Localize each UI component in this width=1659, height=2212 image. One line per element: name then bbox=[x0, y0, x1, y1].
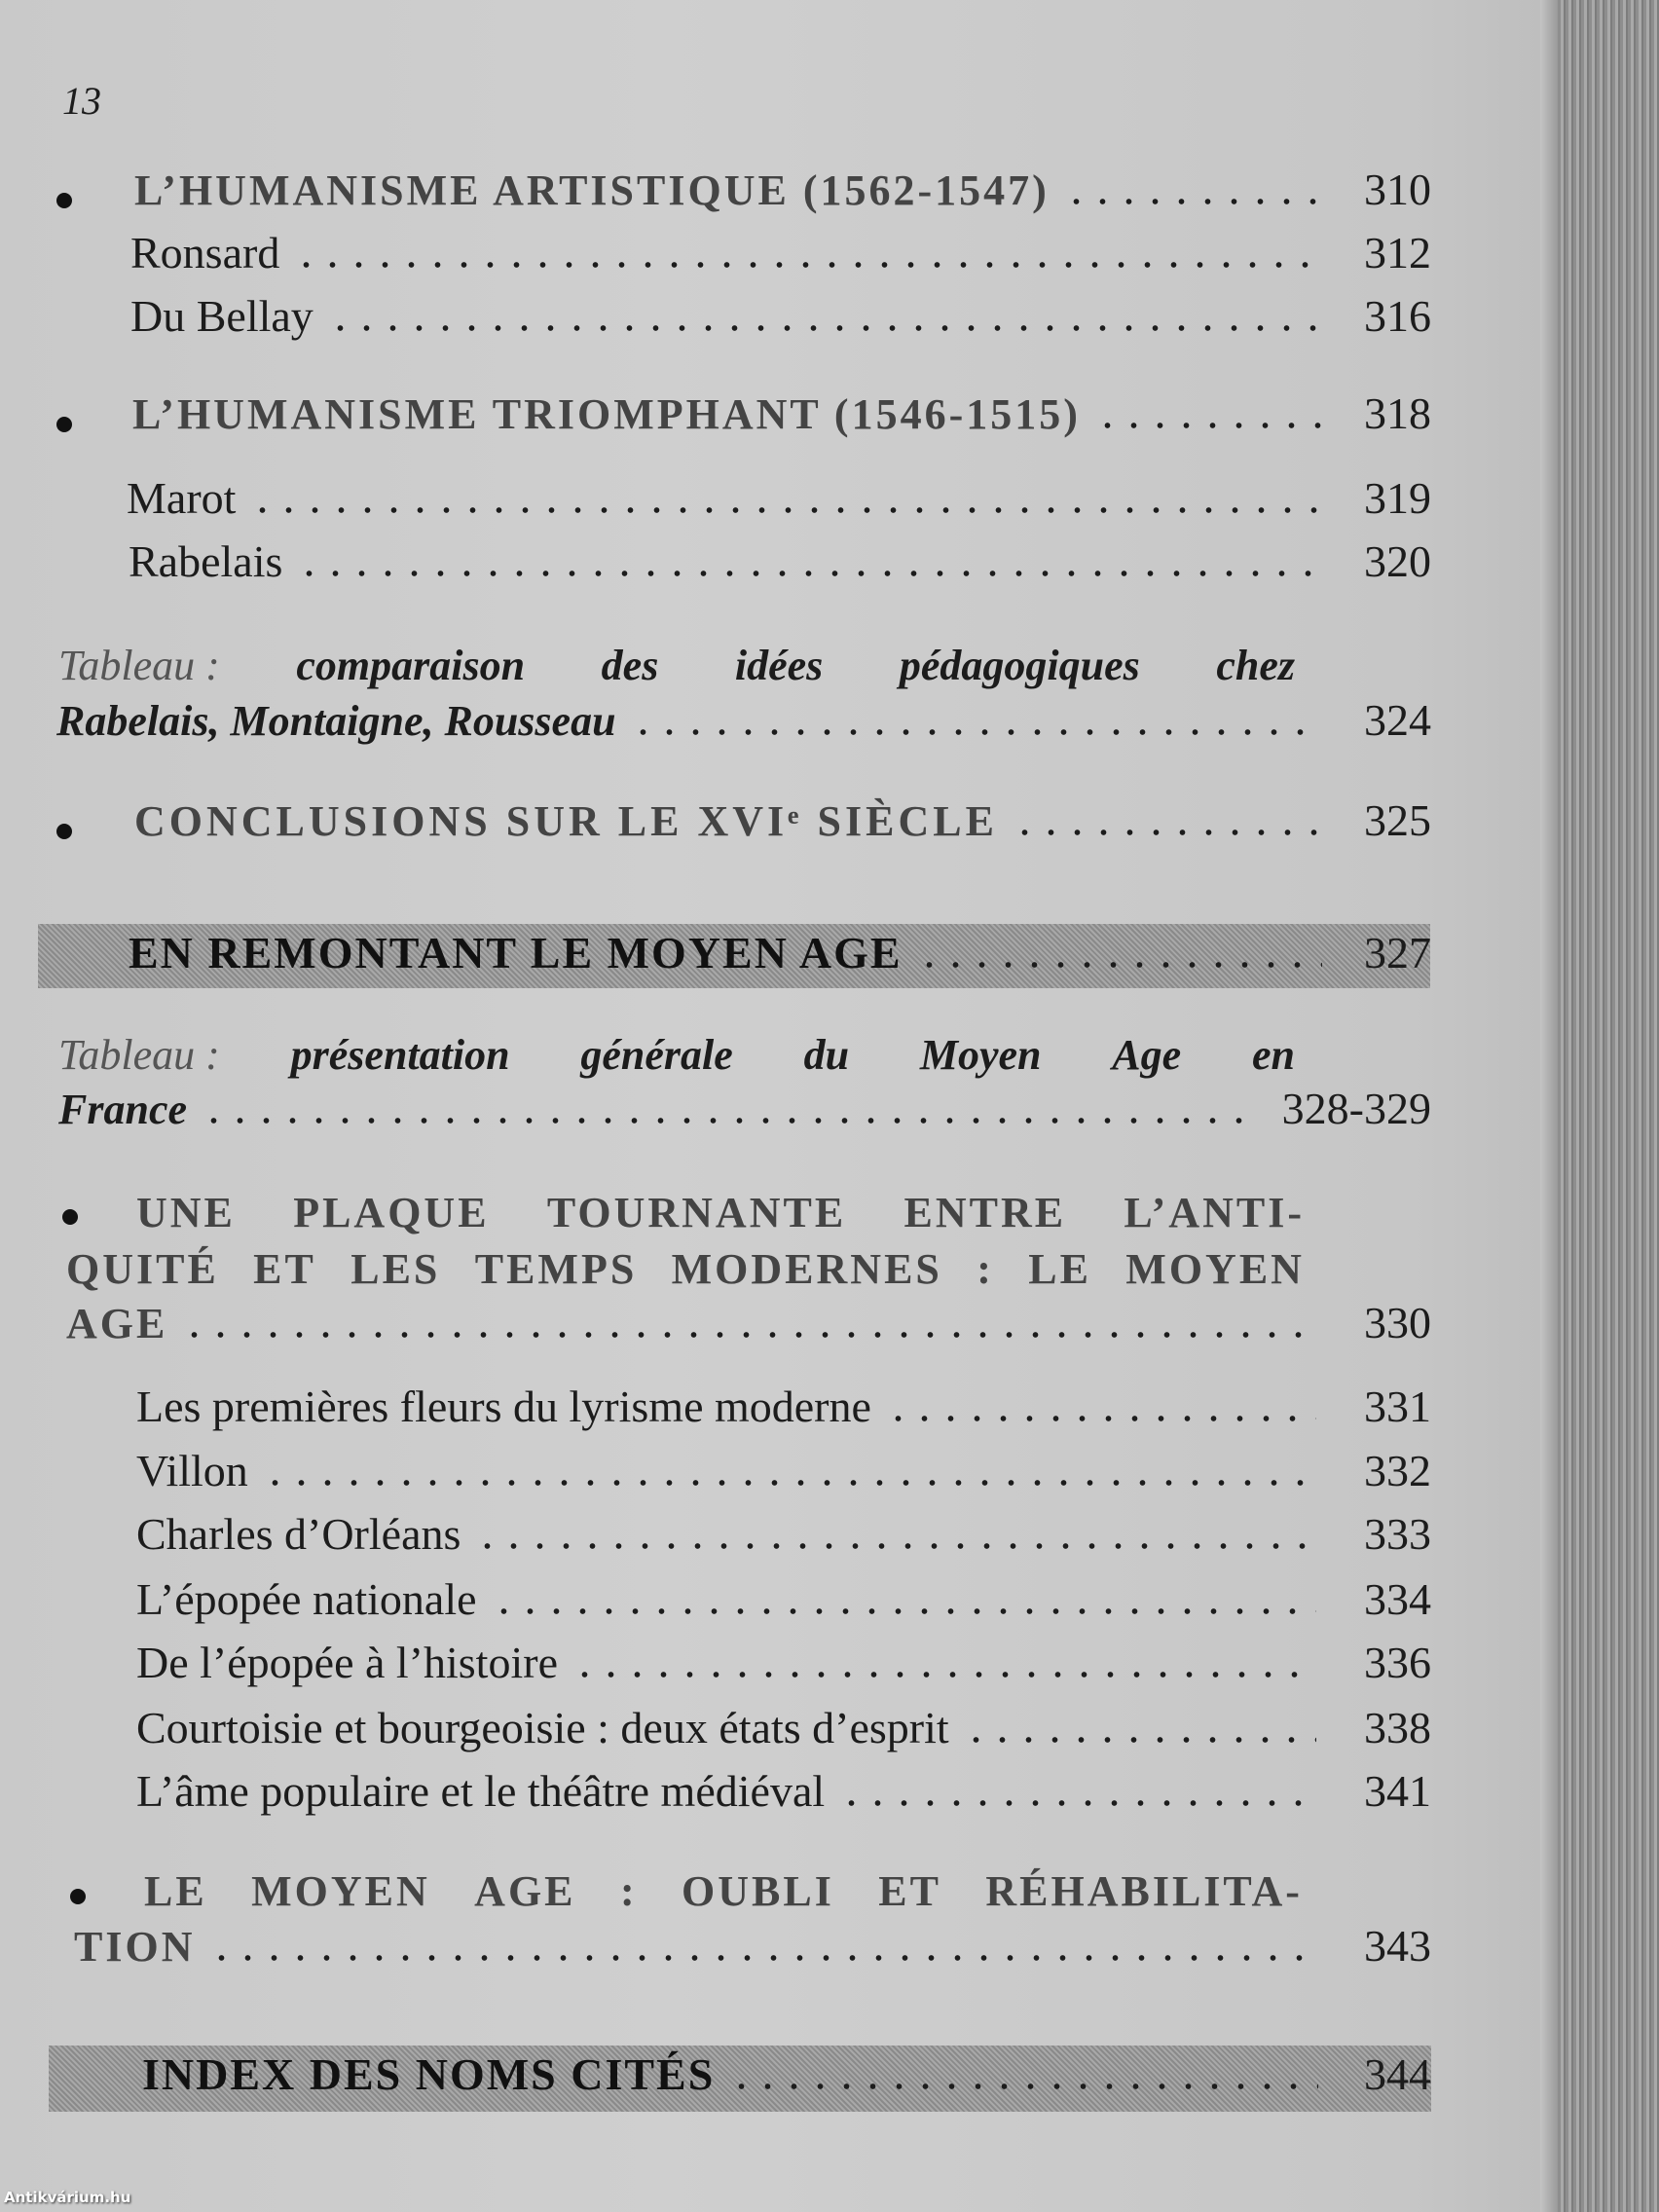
entry-page: 318 bbox=[1364, 388, 1431, 438]
dot-leader bbox=[293, 262, 1322, 268]
entry-page: 327 bbox=[1364, 928, 1431, 977]
dot-leader bbox=[571, 1672, 1316, 1677]
entry-page: 319 bbox=[1364, 473, 1431, 523]
word: ENTRE bbox=[903, 1189, 1067, 1236]
dot-leader bbox=[474, 1543, 1316, 1549]
dot-leader bbox=[1094, 423, 1322, 428]
dot-leader bbox=[249, 507, 1322, 513]
entry-page: 324 bbox=[1364, 695, 1431, 745]
word: L’ANTI- bbox=[1124, 1189, 1305, 1236]
dot-leader bbox=[838, 1800, 1316, 1806]
word: Age bbox=[1112, 1031, 1182, 1079]
entry-page: 332 bbox=[1364, 1446, 1431, 1495]
entry-label: Marot bbox=[127, 473, 237, 523]
dot-leader bbox=[885, 1416, 1316, 1421]
dot-leader bbox=[1063, 199, 1322, 204]
page-gutter-shadow bbox=[1540, 0, 1558, 2212]
toc-entry bbox=[0, 1765, 1431, 1824]
toc-entry bbox=[0, 1508, 1431, 1567]
entry-label: L’épopée nationale bbox=[136, 1574, 477, 1624]
word: présentation bbox=[290, 1031, 510, 1079]
word: comparaison bbox=[296, 642, 526, 689]
entry-label: Villon bbox=[136, 1446, 248, 1495]
toc-entry bbox=[0, 1920, 1431, 1978]
dot-leader bbox=[181, 1332, 1316, 1338]
bullet-icon bbox=[56, 193, 72, 208]
word: en bbox=[1251, 1031, 1295, 1079]
part-banner bbox=[38, 924, 1430, 988]
word: MODERNES bbox=[671, 1245, 942, 1293]
dot-leader bbox=[491, 1608, 1316, 1614]
entry-label: De l’épopée à l’histoire bbox=[136, 1638, 558, 1687]
entry-page: 343 bbox=[1364, 1921, 1431, 1971]
dot-leader bbox=[296, 571, 1322, 576]
entry-label: Ronsard bbox=[130, 228, 280, 277]
entry-label: INDEX DES NOMS CITÉS bbox=[142, 2049, 716, 2099]
word: TEMPS bbox=[474, 1245, 638, 1293]
entry-page: 310 bbox=[1364, 165, 1431, 214]
entry-page: 328-329 bbox=[1281, 1084, 1431, 1133]
dot-leader bbox=[201, 1118, 1244, 1124]
entry-page: 334 bbox=[1364, 1574, 1431, 1624]
part-banner bbox=[49, 2046, 1431, 2112]
toc-entry-line bbox=[58, 1030, 1295, 1080]
entry-page: 316 bbox=[1364, 291, 1431, 341]
entry-label: Courtoisie et bourgeoisie : deux états d’esprit bbox=[136, 1703, 949, 1752]
toc-entry bbox=[0, 1297, 1431, 1355]
bullet-icon bbox=[70, 1889, 86, 1904]
toc-entry-line bbox=[58, 641, 1295, 690]
word: ET bbox=[878, 1867, 941, 1915]
toc-entry bbox=[0, 535, 1431, 594]
word: chez bbox=[1216, 642, 1295, 689]
word: OUBLI bbox=[682, 1867, 834, 1915]
bullet-icon bbox=[62, 1209, 78, 1225]
dot-leader bbox=[963, 1737, 1316, 1743]
entry-page: 325 bbox=[1364, 795, 1431, 845]
entry-label: Du Bellay bbox=[130, 291, 313, 341]
entry-page: 336 bbox=[1364, 1638, 1431, 1687]
dot-leader bbox=[262, 1480, 1316, 1486]
tableau-prefix: Tableau : bbox=[58, 1031, 220, 1079]
word: TOURNANTE bbox=[546, 1189, 847, 1236]
toc-entry-line bbox=[144, 1866, 1303, 1916]
word: du bbox=[803, 1031, 850, 1079]
entry-label: L’HUMANISME ARTISTIQUE (1562-1547) bbox=[134, 166, 1050, 214]
word: idées bbox=[734, 642, 824, 689]
word: MOYEN bbox=[251, 1867, 430, 1915]
word: LES bbox=[350, 1245, 441, 1293]
bullet-icon bbox=[56, 824, 72, 839]
word: : bbox=[619, 1867, 638, 1915]
dot-leader bbox=[208, 1955, 1318, 1961]
entry-label: TION bbox=[74, 1923, 196, 1971]
entry-page: 312 bbox=[1364, 228, 1431, 277]
entry-label: CONCLUSIONS SUR LE XVIᵉ SIÈCLE bbox=[134, 797, 998, 845]
dot-leader bbox=[630, 729, 1322, 735]
word: MOYEN bbox=[1125, 1245, 1305, 1293]
word: des bbox=[601, 642, 659, 689]
toc-entry bbox=[0, 227, 1431, 285]
entry-label: Les premières fleurs du lyrisme moderne bbox=[136, 1382, 871, 1431]
entry-label: L’âme populaire et le théâtre médiéval bbox=[136, 1766, 826, 1816]
entry-label: Charles d’Orléans bbox=[136, 1509, 461, 1559]
word: AGE bbox=[474, 1867, 576, 1915]
entry-page: 331 bbox=[1364, 1382, 1431, 1431]
toc-entry-line bbox=[66, 1244, 1305, 1294]
dot-leader bbox=[327, 325, 1322, 331]
toc-entry bbox=[0, 1445, 1431, 1503]
entry-label: AGE bbox=[66, 1300, 168, 1347]
bullet-icon bbox=[56, 417, 72, 432]
word: pédagogiques bbox=[899, 642, 1140, 689]
entry-page: 344 bbox=[1364, 2049, 1431, 2099]
book-page-edges bbox=[1558, 0, 1659, 2212]
word: QUITÉ bbox=[66, 1245, 219, 1293]
word: RÉHABILITA- bbox=[985, 1867, 1303, 1915]
dot-leader bbox=[1012, 830, 1322, 835]
toc-entry bbox=[0, 1381, 1431, 1439]
entry-label: France bbox=[58, 1086, 187, 1133]
toc-entry bbox=[0, 927, 1431, 985]
word: Moyen bbox=[919, 1031, 1042, 1079]
toc-entry-line bbox=[136, 1188, 1305, 1237]
dot-leader bbox=[916, 962, 1322, 968]
toc-entry bbox=[0, 694, 1431, 753]
toc-entry bbox=[0, 1083, 1431, 1141]
tableau-prefix: Tableau : bbox=[58, 642, 220, 689]
toc-entry bbox=[0, 1702, 1431, 1760]
entry-page: 320 bbox=[1364, 536, 1431, 586]
word: générale bbox=[580, 1031, 733, 1079]
entry-label: L’HUMANISME TRIOMPHANT (1546-1515) bbox=[132, 390, 1081, 438]
word: UNE bbox=[136, 1189, 236, 1236]
dot-leader bbox=[728, 2083, 1318, 2089]
toc-entry bbox=[0, 290, 1431, 349]
entry-page: 330 bbox=[1364, 1298, 1431, 1347]
word: ET bbox=[253, 1245, 316, 1293]
entry-label: Rabelais bbox=[129, 536, 283, 586]
toc-entry bbox=[0, 387, 1431, 446]
word: LE bbox=[1028, 1245, 1091, 1293]
toc-entry bbox=[0, 472, 1431, 531]
toc-entry bbox=[0, 1573, 1431, 1632]
toc-entry bbox=[0, 794, 1431, 853]
entry-page: 341 bbox=[1364, 1766, 1431, 1816]
toc-entry bbox=[0, 1637, 1431, 1695]
toc-entry bbox=[0, 2048, 1431, 2107]
word: PLAQUE bbox=[293, 1189, 490, 1236]
watermark: Antikvárium.hu bbox=[4, 2189, 131, 2206]
toc-entry bbox=[0, 164, 1431, 222]
entry-page: 333 bbox=[1364, 1509, 1431, 1559]
word: : bbox=[977, 1245, 994, 1293]
entry-label: Rabelais, Montaigne, Rousseau bbox=[56, 697, 616, 745]
page-number: 13 bbox=[62, 79, 101, 123]
entry-label: EN REMONTANT LE MOYEN AGE bbox=[129, 928, 903, 977]
word: LE bbox=[144, 1867, 207, 1915]
entry-page: 338 bbox=[1364, 1703, 1431, 1752]
